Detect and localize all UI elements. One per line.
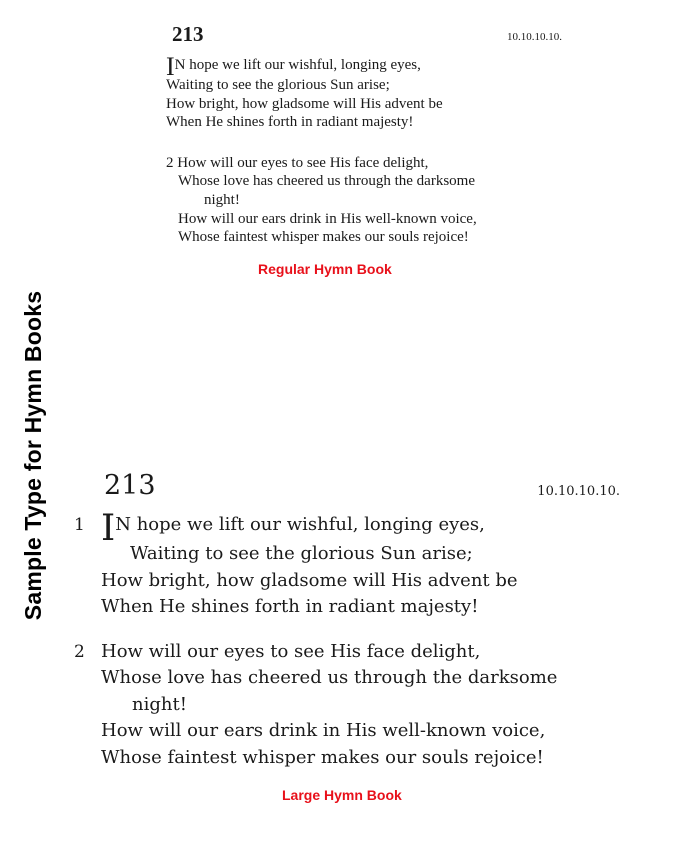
verse-line-text: Whose faintest whisper makes our souls rejoice!	[178, 229, 469, 246]
hymn-meter: 10.10.10.10.	[507, 31, 562, 43]
large-hymn-sample	[74, 470, 664, 803]
verse-line	[74, 541, 664, 568]
hymn-meter: 10.10.10.10.	[537, 484, 620, 499]
regular-caption: Regular Hymn Book	[258, 260, 392, 277]
verse-line	[166, 210, 586, 229]
verse-line	[74, 665, 664, 692]
verse-number: 2	[74, 641, 85, 662]
verse-line-text: How bright, how gladsome will His advent be	[166, 95, 443, 112]
verse-line-text: Whose love has cheered us through the darksome	[101, 667, 558, 688]
verse-line-text: night!	[132, 693, 187, 715]
verse-1	[74, 508, 664, 621]
verse-line-text: N hope we lift our wishful, longing eyes,	[115, 514, 485, 535]
verse-line-text: Whose faintest whisper makes our souls rejoice!	[101, 746, 544, 768]
verse-line-text: How will our ears drink in His well-known voice,	[101, 720, 546, 741]
verse-1	[166, 52, 586, 132]
drop-cap: I	[101, 508, 116, 549]
verse-line-text: How bright, how gladsome will His advent be	[101, 569, 518, 591]
verse-line	[166, 76, 586, 95]
verse-number: 1	[74, 515, 85, 535]
side-title-text: Sample Type for Hymn Books	[20, 290, 47, 620]
hymn-number: 213	[104, 470, 156, 501]
verse-2	[166, 154, 586, 247]
verse-line	[166, 228, 586, 247]
verse-line-text: How will our ears drink in His well-known voice,	[178, 210, 477, 227]
verse-line-text: night!	[204, 191, 240, 208]
verse-line-text: How will our eyes to see His face delight,	[177, 154, 429, 171]
verse-line	[166, 52, 586, 81]
hymn-header	[166, 22, 586, 52]
large-caption: Large Hymn Book	[282, 787, 402, 803]
verse-number: 2	[166, 154, 174, 171]
drop-cap: I	[166, 52, 175, 81]
verse-line-text: Waiting to see the glorious Sun arise;	[166, 77, 390, 93]
side-title	[14, 240, 54, 670]
verse-line-text: Waiting to see the glorious Sun arise;	[130, 543, 473, 564]
verse-line-text: When He shines forth in radiant majesty!	[166, 114, 414, 131]
hymn-number: 213	[172, 22, 204, 46]
verse-line	[166, 154, 586, 173]
verse-line-text: N hope we lift our wishful, longing eyes,	[174, 57, 421, 73]
verse-line-text: When He shines forth in radiant majesty!	[101, 596, 479, 617]
verse-line	[166, 191, 586, 210]
verse-2	[74, 639, 664, 772]
verse-line	[74, 508, 664, 549]
verse-line	[74, 718, 664, 745]
verse-line	[74, 594, 664, 621]
verse-line	[166, 113, 586, 132]
hymn-header	[74, 470, 664, 512]
verse-line	[166, 95, 586, 114]
verse-line	[166, 172, 586, 191]
verse-line	[74, 568, 664, 595]
verse-line	[74, 745, 664, 772]
verse-line	[74, 692, 664, 719]
verse-line-text: Whose love has cheered us through the darksome	[178, 173, 475, 190]
verse-line-text: How will our eyes to see His face delight,	[101, 640, 481, 662]
verse-line	[74, 639, 664, 666]
regular-hymn-sample	[166, 22, 586, 277]
